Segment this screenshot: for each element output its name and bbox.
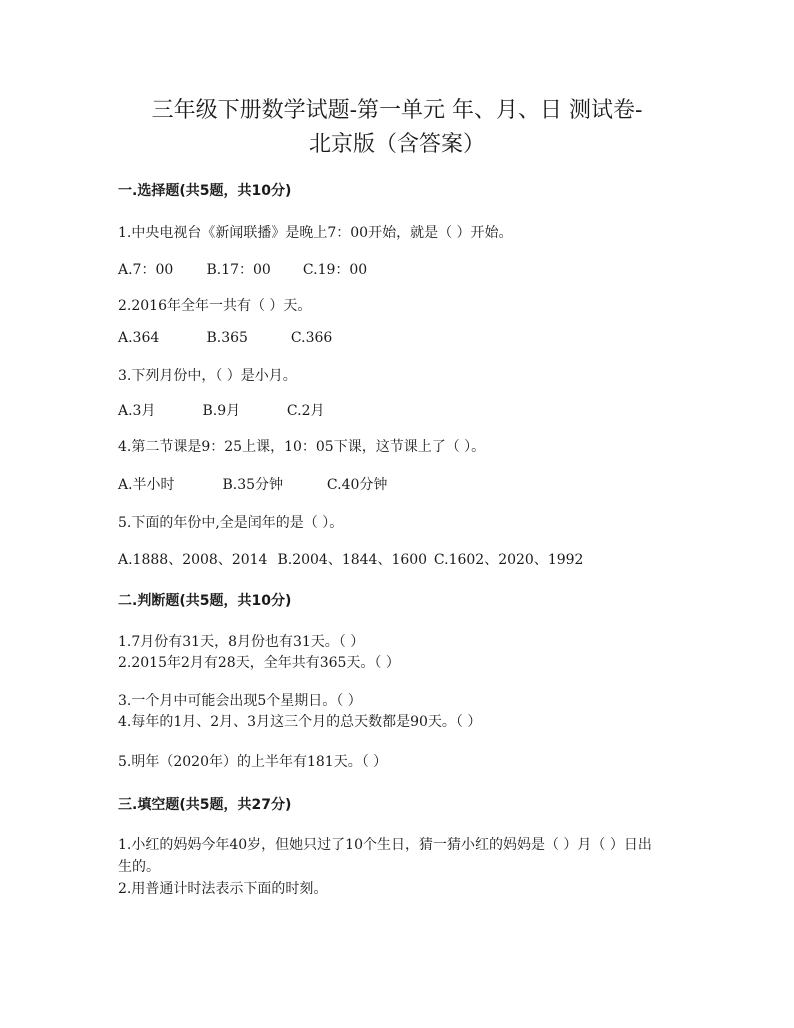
judge-item-3: 3.一个月中可能会出现5个星期日。（ ） bbox=[118, 693, 362, 709]
option-a: A.半小时 bbox=[118, 477, 175, 493]
question-5: 5.下面的年份中,全是闰年的是（ ）。 bbox=[118, 515, 344, 531]
option-a: A.7：00 bbox=[118, 262, 174, 278]
fill-item-1: 1.小红的妈妈今年40岁，但她只过了10个生日，猜一猜小红的妈妈是（ ）月（ ）日出生的。 bbox=[118, 837, 652, 875]
option-b: B.2004、1844、1600 bbox=[277, 552, 428, 568]
option-a: A.1888、2008、2014 bbox=[118, 552, 268, 568]
question-1-options bbox=[118, 259, 367, 279]
option-c: C.2月 bbox=[286, 403, 325, 419]
option-b: B.17：00 bbox=[206, 262, 271, 278]
title-line-1: 三年级下册数学试题-第一单元 年、月、日 测试卷- bbox=[151, 98, 643, 123]
judge-item-1: 1.7月份有31天，8月份也有31天。（ ） bbox=[118, 634, 365, 650]
section-heading-choice: 一.选择题(共5题，共10分) bbox=[118, 183, 292, 199]
option-b: B.9月 bbox=[202, 403, 241, 419]
option-b: B.365 bbox=[206, 330, 248, 346]
page-title bbox=[100, 94, 694, 162]
judge-item-4: 4.每年的1月、2月、3月这三个月的总天数都是90天。（ ） bbox=[118, 714, 482, 730]
option-a: A.364 bbox=[118, 330, 160, 346]
option-c: C.1602、2020、1992 bbox=[433, 552, 584, 568]
judge-item-2: 2.2015年2月有28天，全年共有365天。（ ） bbox=[118, 655, 400, 671]
judge-item-5: 5.明年（2020年）的上半年有181天。（ ） bbox=[118, 754, 388, 770]
question-2-options bbox=[118, 330, 332, 346]
option-b: B.35分钟 bbox=[222, 477, 284, 493]
option-c: C.366 bbox=[290, 330, 333, 346]
question-2: 2.2016年全年一共有（ ）天。 bbox=[118, 298, 312, 314]
option-a: A.3月 bbox=[118, 403, 156, 419]
section-heading-fill: 三.填空题(共5题，共27分) bbox=[118, 797, 292, 813]
option-c: C.19：00 bbox=[302, 262, 368, 278]
option-c: C.40分钟 bbox=[326, 477, 388, 493]
section-heading-judge: 二.判断题(共5题，共10分) bbox=[118, 593, 292, 609]
title-line-2: 北京版（含答案） bbox=[308, 132, 485, 157]
question-4-options bbox=[118, 474, 387, 494]
question-5-options bbox=[118, 549, 583, 569]
question-4: 4.第二节课是9：25上课，10：05下课，这节课上了（ ）。 bbox=[118, 439, 486, 455]
question-3: 3.下列月份中，（ ）是小月。 bbox=[118, 368, 297, 384]
fill-item-2: 2.用普通计时法表示下面的时刻。 bbox=[118, 881, 328, 897]
question-1: 1.中央电视台《新闻联播》是晚上7：00开始，就是（ ）开始。 bbox=[118, 225, 513, 241]
question-3-options bbox=[118, 400, 324, 420]
